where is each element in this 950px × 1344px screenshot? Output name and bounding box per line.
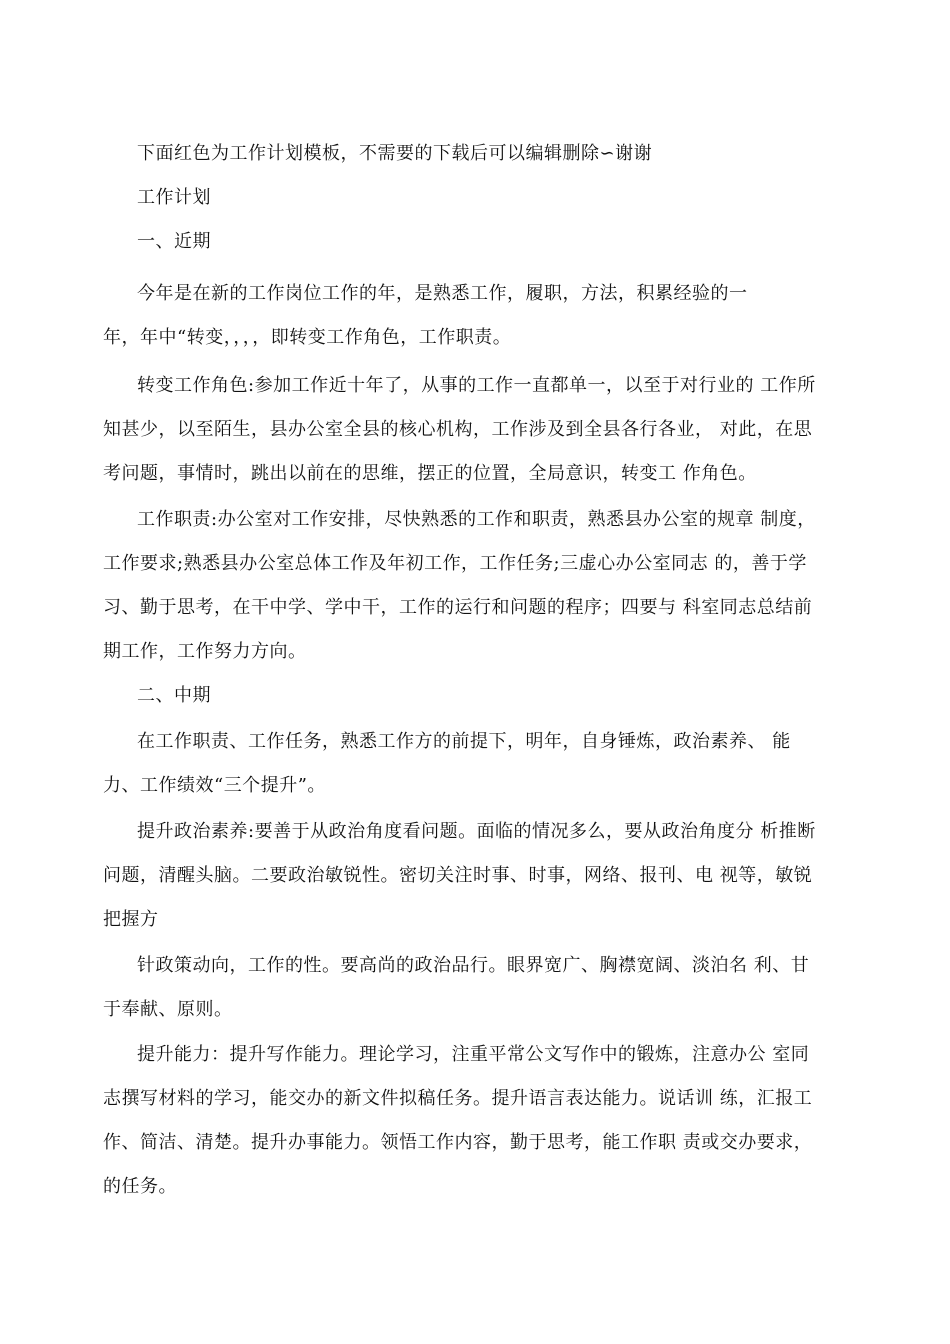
paragraph-line: 工作要求;熟悉县办公室总体工作及年初工作，工作任务;三虚心办公室同志 的，善于学 bbox=[103, 553, 807, 574]
paragraph-line: 的任务。 bbox=[103, 1176, 177, 1197]
paragraph-line: 于奉献、原则。 bbox=[103, 999, 233, 1020]
paragraph-line: 在工作职责、工作任务，熟悉工作方的前提下，明年，自身锤炼，政治素养、 能 bbox=[137, 731, 791, 752]
paragraph-line: 工作职责:办公室对工作安排，尽快熟悉的工作和职责，熟悉县办公室的规章 制度， bbox=[137, 509, 816, 530]
paragraph-line: 考问题，事情时，跳出以前在的思维，摆正的位置，全局意识，转变工 作角色。 bbox=[103, 463, 757, 484]
paragraph-line: 提升政治素养:要善于从政治角度看问题。面临的情况多么，要从政治角度分 析推断 bbox=[137, 821, 816, 842]
paragraph-line: 期工作，工作努力方向。 bbox=[103, 641, 307, 662]
document-title: 工作计划 bbox=[137, 187, 211, 208]
paragraph-line: 习、勤于思考，在干中学、学中干，工作的运行和问题的程序；四要与 科室同志总结前 bbox=[103, 597, 813, 618]
paragraph-line: 作、简洁、清楚。提升办事能力。领悟工作内容，勤于思考，能工作职 责或交办要求， bbox=[103, 1132, 813, 1153]
paragraph-line: 转变工作角色:参加工作近十年了，从事的工作一直都单一，以至于对行业的 工作所 bbox=[137, 375, 816, 396]
section-heading-mid: 二、中期 bbox=[137, 685, 211, 706]
paragraph-line: 力、工作绩效“三个提升”。 bbox=[103, 775, 326, 796]
paragraph-line: 提升能力：提升写作能力。理论学习，注重平常公文写作中的锻炼，注意办公 室同 bbox=[137, 1044, 810, 1065]
template-notice: 下面红色为工作计划模板，不需要的下载后可以编辑删除∽谢谢 bbox=[137, 143, 653, 164]
section-heading-near: 一、近期 bbox=[137, 231, 211, 252]
paragraph-line: 知甚少，以至陌生，县办公室全县的核心机构，工作涉及到全县各行各业， 对此，在思 bbox=[103, 419, 813, 440]
paragraph-line: 今年是在新的工作岗位工作的年，是熟悉工作，履职，方法，积累经验的一 bbox=[137, 283, 748, 304]
paragraph-line: 志撰写材料的学习，能交办的新文件拟稿任务。提升语言表达能力。说话训 练，汇报工 bbox=[103, 1088, 813, 1109]
paragraph-line: 把握方 bbox=[103, 909, 159, 930]
paragraph-line: 问题，清醒头脑。二要政治敏锐性。密切关注时事、时事，网络、报刊、电 视等，敏锐 bbox=[103, 865, 813, 886]
paragraph-line: 针政策动向，工作的性。要高尚的政治品行。眼界宽广、胸襟宽阔、淡泊名 利、甘 bbox=[137, 955, 810, 976]
paragraph-line: 年，年中“转变，，，，即转变工作角色，工作职责。 bbox=[103, 327, 512, 348]
